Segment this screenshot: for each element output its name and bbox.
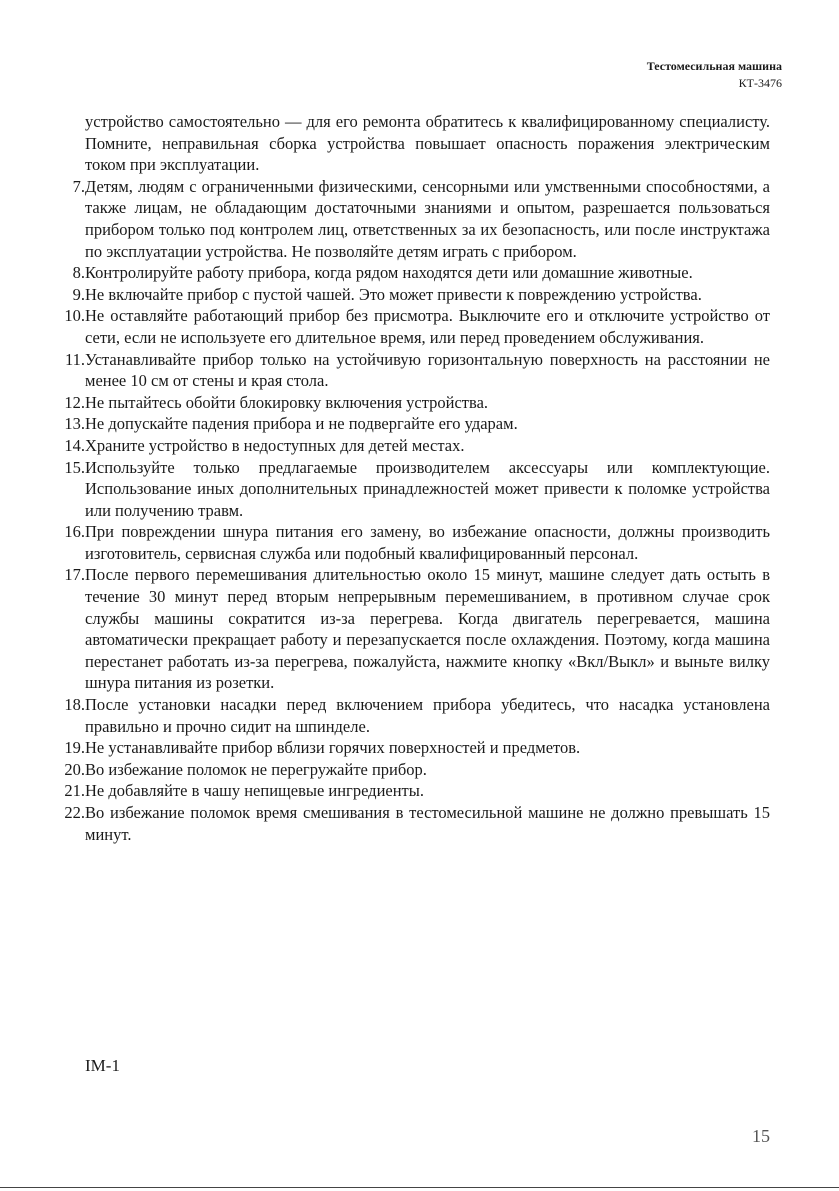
list-item: [54, 564, 770, 694]
list-item: [54, 305, 770, 348]
item-number-label: 11.: [64, 349, 85, 369]
item-number-label: 8.: [72, 263, 85, 283]
item-number: [54, 802, 85, 845]
list-item: [54, 349, 770, 392]
header-title: Тестомесильная машина: [646, 59, 782, 73]
item-text: Не допускайте падения прибора и не подвергайте его ударам.: [85, 414, 518, 434]
running-header: [647, 58, 782, 92]
item-number: [54, 413, 85, 435]
item-text: При повреждении шнура питания его замену, во избежание опасности, должны производить изготовитель, сервисная служба или подобный квалифицированный персонал.: [85, 522, 770, 563]
item-number: [54, 176, 85, 262]
item-number: [54, 694, 85, 737]
item-number: [54, 564, 85, 694]
item-number-label: 17.: [64, 565, 85, 585]
bottom-rule: [0, 1187, 839, 1188]
list-item: [54, 802, 770, 845]
instruction-list: [54, 176, 770, 845]
list-item: [54, 759, 770, 781]
item-number-label: 21.: [64, 781, 85, 801]
list-item: [54, 457, 770, 522]
list-item: [54, 262, 770, 284]
item-number: [54, 262, 85, 284]
item-number-label: 16.: [64, 522, 85, 542]
item-number: [54, 457, 85, 522]
item-number: [54, 284, 85, 306]
item-text: Не устанавливайте прибор вблизи горячих поверхностей и предметов.: [85, 738, 581, 758]
page-number: 15: [752, 1126, 770, 1146]
item-text: Не оставляйте работающий прибор без присмотра. Выключите его и отключите устройство от сети, если не используете его длительное время, или перед проведением обслуживания.: [85, 306, 770, 347]
item-number-label: 19.: [64, 738, 85, 758]
item-number-label: 13.: [64, 414, 85, 434]
item-text: Не включайте прибор с пустой чашей. Это может привести к повреждению устройства.: [85, 284, 702, 304]
list-item: [54, 176, 770, 262]
list-item: [54, 284, 770, 306]
item-number-label: 10.: [64, 306, 85, 326]
list-item: [54, 435, 770, 457]
safety-instructions: [54, 111, 770, 845]
item-number-label: 20.: [64, 759, 85, 779]
item-number-label: 14.: [64, 435, 85, 455]
item-number-label: 7.: [72, 176, 85, 196]
item-text: Во избежание поломок не перегружайте прибор.: [85, 759, 427, 779]
list-item: [54, 413, 770, 435]
item-text: Контролируйте работу прибора, когда рядом находятся дети или домашние животные.: [85, 263, 693, 283]
item-text: Во избежание поломок время смешивания в тестомесильной машине не должно превышать 15 минут.: [85, 803, 770, 844]
item-number-label: 9.: [72, 284, 85, 304]
item-number: [54, 737, 85, 759]
item-number-label: 15.: [64, 457, 85, 477]
item-number-label: 22.: [64, 803, 85, 822]
item-number: [54, 349, 85, 392]
item-number-label: 12.: [64, 392, 85, 412]
item-number: [54, 392, 85, 414]
item-number: [54, 780, 85, 802]
item-text: Не добавляйте в чашу непищевые ингредиенты.: [85, 781, 424, 801]
item-text: Не пытайтесь обойти блокировку включения устройства.: [85, 392, 489, 412]
item-number-label: 18.: [64, 695, 85, 715]
item-number: [54, 435, 85, 457]
item-text: После первого перемешивания длительностью около 15 минут, машине следует дать остыть в течение 30 минут перед вторым непрерывным перемешиванием, в противном случае срок службы машины сократится из-за перегрева. Когда двигатель перегревается, машина автоматически прекращает работу и перезапускается после охлаждения. Поэтому, когда машина перестанет работать из-за перегрева, пожалуйста, нажмите кнопку «Вкл/Выкл» и выньте вилку шнура питания из розетки.: [85, 565, 770, 693]
list-item: [54, 694, 770, 737]
document-code: IM-1: [85, 1056, 120, 1075]
list-item: [54, 737, 770, 759]
list-item: [54, 392, 770, 414]
item-text: Используйте только предлагаемые производителем аксессуары или комплектующие. Использование иных дополнительных принадлежностей может привести к поломке устройства или получению травм.: [85, 457, 770, 520]
continuation-paragraph: устройство самостоятельно — для его ремонта обратитесь к квалифицированному специалисту. Помните, неправильная сборка устройства повышает опасность поражения электрическим током при эксплуатации.: [85, 112, 770, 175]
item-number: [54, 305, 85, 348]
item-text: Устанавливайте прибор только на устойчивую горизонтальную поверхность на расстоянии не менее 10 см от стены и края стола.: [85, 349, 770, 391]
item-text: Храните устройство в недоступных для детей местах.: [85, 435, 465, 455]
item-number: [54, 521, 85, 564]
item-number: [54, 759, 85, 781]
list-item: [54, 521, 770, 564]
list-item: [54, 780, 770, 802]
header-model: КТ-3476: [738, 76, 782, 90]
item-text: Детям, людям с ограниченными физическими, сенсорными или умственными способностями, а также лицам, не обладающим достаточными знаниями и опытом, разрешается пользоваться прибором только под контролем лиц, ответственных за их безопасность, или после инструктажа по эксплуатации устройства. Не позволяйте детям играть с прибором.: [85, 176, 770, 261]
item-text: После установки насадки перед включением прибора убедитесь, что насадка установлена правильно и прочно сидит на шпинделе.: [85, 695, 770, 736]
